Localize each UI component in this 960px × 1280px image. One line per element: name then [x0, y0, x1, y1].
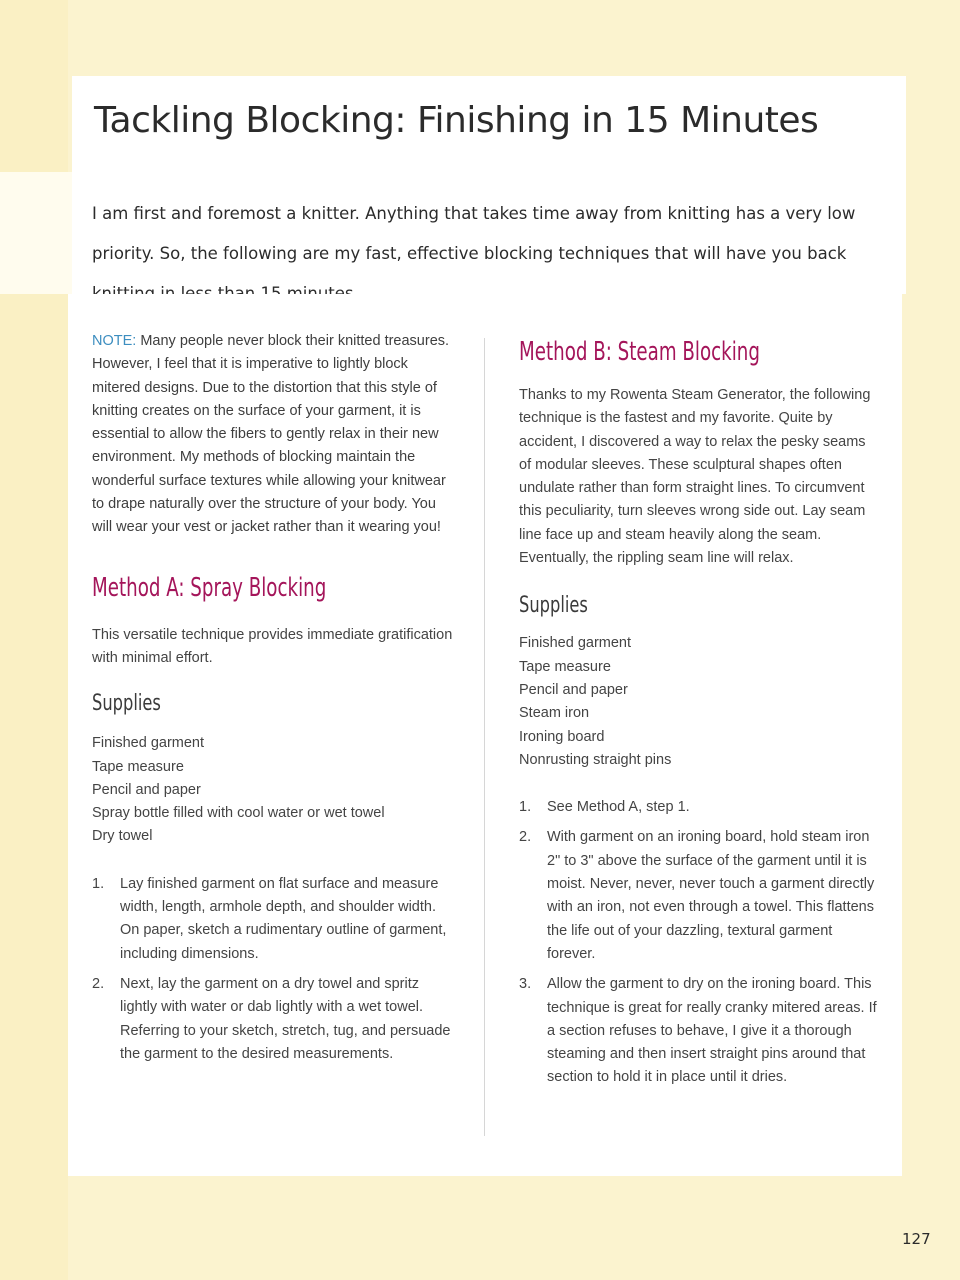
- supply-item: Steam iron: [519, 705, 590, 722]
- method-b-heading: Method B: Steam Blocking: [519, 337, 760, 367]
- supply-item: Tape measure: [92, 758, 184, 775]
- supply-item: Pencil and paper: [92, 781, 201, 798]
- step-item: [92, 873, 454, 966]
- method-a-supplies-heading: Supplies: [92, 691, 161, 717]
- method-a-steps: [92, 873, 454, 1066]
- intro-paragraph: I am first and foremost a knitter. Anything that takes time away from knitting has a very low priority. So, the following are my fast, effective blocking techniques that will have you back: [92, 204, 856, 263]
- step-text: Next, lay the garment on a dry towel and spritz lightly with water or dab lightly with a wet towel. Referring to your sketch, stretch, tug, and persuade the garment to the desired measurements.: [120, 975, 451, 1062]
- note-text: Many people never block their knitted treasures. However, I feel that it is imperative to lightly block mitered designs. Due to the distortion that this style of knitting creates on the surface of your garment, it is essential to allow the fibers to gently relax in their new environment. My methods of blocking maintain the wonderful surface textures while allowing your knitwear to drape naturally over the structure of your body. You will wear your vest or jacket rather than it wearing you!: [92, 333, 450, 536]
- step-number: 2.: [519, 829, 532, 846]
- step-number: 2.: [92, 975, 105, 992]
- supply-item: Ironing board: [519, 728, 605, 745]
- step-item: [519, 973, 881, 1089]
- right-column: [519, 330, 881, 1097]
- method-a-heading: Method A: Spray Blocking: [92, 572, 327, 603]
- method-b-supplies-list: [519, 632, 881, 772]
- step-text: See Method A, step 1.: [547, 799, 690, 816]
- note-label: NOTE:: [92, 333, 137, 349]
- supply-item: Dry towel: [92, 828, 153, 845]
- note-paragraph: [92, 330, 454, 540]
- method-b-supplies-heading: Supplies: [519, 593, 588, 619]
- page-title: Tackling Blocking: Finishing in 15 Minutes: [94, 100, 819, 141]
- method-a-supplies-list: [92, 732, 454, 848]
- supply-item: Pencil and paper: [519, 681, 628, 698]
- method-b-intro: Thanks to my Rowenta Steam Generator, the following technique is the fastest and my favorite. Quite by accident, I discovered a way to relax the pesky seams of modular sleeves. These sculptural shapes often undulate rather than form straight lines. To circumvent this peculiarity, turn sleeves wrong side out. Lay seam line face up and steam heavily along the seam. Eventually, the rippling seam line will relax.: [519, 387, 871, 567]
- step-text: Allow the garment to dry on the ironing board. This technique is great for really cranky mitered areas. If a section refuses to behave, I give it a thorough steaming and then insert straight pins around that section to hold it in place until it dries.: [547, 976, 877, 1086]
- supply-item: Spray bottle filled with cool water or wet towel: [92, 805, 385, 822]
- method-b-steps: [519, 796, 881, 1090]
- intro-band: [0, 172, 72, 294]
- supply-item: Nonrusting straight pins: [519, 751, 672, 768]
- step-item: [519, 826, 881, 966]
- step-item: [92, 973, 454, 1066]
- method-a-intro: This versatile technique provides immediate gratification with minimal effort.: [92, 626, 453, 666]
- step-number: 3.: [519, 976, 532, 993]
- step-text: With garment on an ironing board, hold steam iron 2" to 3" above the surface of the garment until it is moist. Never, never, never touch a garment directly with an iron, not even through a towel. This flattens the life out of your dazzling, textural garment forever.: [547, 829, 875, 962]
- column-divider: [484, 338, 485, 1136]
- step-number: 1.: [92, 875, 105, 892]
- page-number: 127: [902, 1230, 931, 1248]
- step-item: [519, 796, 881, 819]
- supply-item: Finished garment: [519, 635, 632, 652]
- supply-item: Tape measure: [519, 658, 611, 675]
- supply-item: Finished garment: [92, 735, 205, 752]
- left-column: [92, 330, 454, 1073]
- step-number: 1.: [519, 799, 532, 816]
- step-text: Lay finished garment on flat surface and measure width, length, armhole depth, and shoulder width. On paper, sketch a rudimentary outline of garment, including dimensions.: [120, 875, 447, 962]
